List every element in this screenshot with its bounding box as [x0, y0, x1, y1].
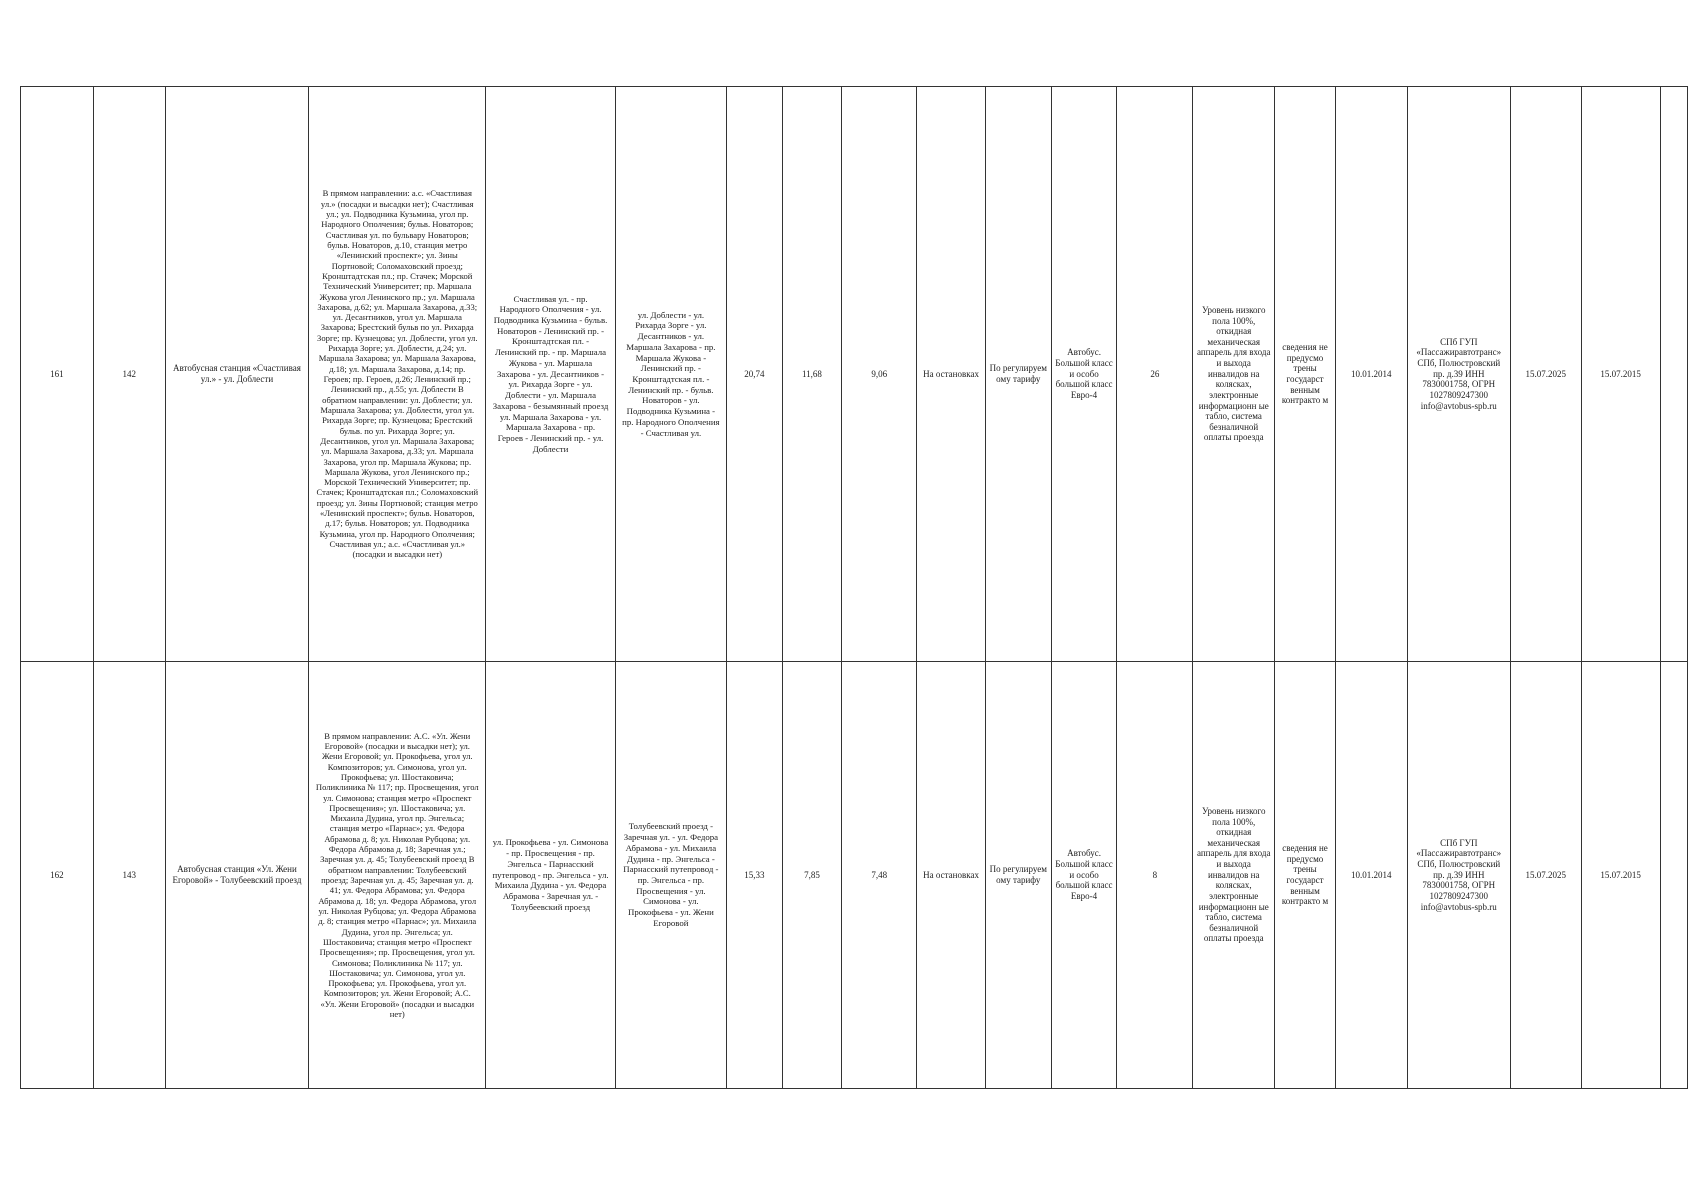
streets-backward: ул. Доблести - ул. Рихарда Зорге - ул. Десантников - ул. Маршала Захарова - пр. Маршала Жукова - Ленинский пр. - Кронштадтская пл. - Ленинский пр. - бульв. Новаторов - ул. Подводника Кузьмина - пр. Народного Ополчения - Счастливая ул.	[615, 87, 726, 662]
vehicle-count: 8	[1117, 662, 1193, 1089]
table-row	[21, 87, 1688, 662]
routes-table	[20, 86, 1688, 1089]
route-number: 142	[93, 87, 165, 662]
start-date: 10.01.2014	[1335, 87, 1407, 662]
extra-cell	[1660, 87, 1687, 662]
carrier-info: СПб ГУП «Пассажиравтотранс» СПб, Полюстровский пр. д.39 ИНН 7830001758, ОГРН 1027809247300 info@avtobus-spb.ru	[1407, 87, 1510, 662]
start-date: 10.01.2014	[1335, 662, 1407, 1089]
row-number: 161	[21, 87, 94, 662]
streets-forward: Счастливая ул. - пр. Народного Ополчения - ул. Подводника Кузьмина - бульв. Новаторов - Ленинский пр. - Кронштадтская пл. - Ленинский пр. - пр. Маршала Жукова - ул. Маршала Захарова - ул. Десантников - ул. Рихарда Зорге - ул. Доблести - ул. Маршала Захарова - безымянный проезд ул. Маршала Захарова - ул. Маршала Захарова - пр. Героев - Ленинский пр. - ул. Доблести	[486, 87, 615, 662]
length-forward: 7,85	[782, 662, 842, 1089]
stop-order: На остановках	[917, 87, 986, 662]
route-number: 143	[93, 662, 165, 1089]
length-forward: 11,68	[782, 87, 842, 662]
vehicle-count: 26	[1117, 87, 1193, 662]
vehicle-features: Уровень низкого пола 100%, откидная механическая аппарель для входа и выхода инвалидов на колясках, электронные информационн ые табло, система безналичной оплаты проезда	[1193, 662, 1275, 1089]
route-name: Автобусная станция «Счастливая ул.» - ул. Доблести	[165, 87, 309, 662]
streets-forward: ул. Прокофьева - ул. Симонова - пр. Просвещения - пр. Энгельса - Парнасский путепровод - пр. Энгельса - ул. Михаила Дудина - ул. Федора Абрамова - Заречная ул. - Толубеевский проезд	[486, 662, 615, 1089]
row-number: 162	[21, 662, 94, 1089]
contract-info: сведения не предусмо трены государст венным контракто м	[1275, 662, 1336, 1089]
length-total: 20,74	[727, 87, 783, 662]
date-1: 15.07.2025	[1510, 87, 1581, 662]
extra-cell	[1660, 662, 1687, 1089]
date-2: 15.07.2015	[1581, 87, 1660, 662]
stop-order: На остановках	[917, 662, 986, 1089]
table-row	[21, 662, 1688, 1089]
carrier-info: СПб ГУП «Пассажиравтотранс» СПб, Полюстровский пр. д.39 ИНН 7830001758, ОГРН 1027809247300 info@avtobus-spb.ru	[1407, 662, 1510, 1089]
streets-backward: Толубеевский проезд - Заречная ул. - ул. Федора Абрамова - ул. Михаила Дудина - пр. Энгельса - Парнасский путепровод - пр. Энгельса - пр. Просвещения - ул. Симонова - ул. Прокофьева - ул. Жени Егоровой	[615, 662, 726, 1089]
vehicle-type: Автобус. Большой класс и особо большой класс Евро-4	[1051, 87, 1117, 662]
date-1: 15.07.2025	[1510, 662, 1581, 1089]
vehicle-type: Автобус. Большой класс и особо большой класс Евро-4	[1051, 662, 1117, 1089]
length-backward: 7,48	[842, 662, 917, 1089]
length-total: 15,33	[727, 662, 783, 1089]
tariff-type: По регулируем ому тарифу	[985, 662, 1051, 1089]
length-backward: 9,06	[842, 87, 917, 662]
contract-info: сведения не предусмо трены государст венным контракто м	[1275, 87, 1336, 662]
tariff-type: По регулируем ому тарифу	[985, 87, 1051, 662]
route-stops: В прямом направлении: а.с. «Счастливая ул.» (посадки и высадки нет); Счастливая ул.; ул. Подводника Кузьмина, угол пр. Народного Ополчения; бульв. Новаторов; Счастливая ул. по бульвару Новаторов; бульв. Новаторов, д.10, станция метро «Ленинский проспект»; ул. Зины Портновой; Соломаховский проезд; Кронштадтская пл.; пр. Стачек; Морской Технический Университет; пр. Маршала Жукова угол Ленинского пр.; ул. Маршала Захарова, д.62; ул. Маршала Захарова, д.33; ул. Десантников, угол ул. Маршала Захарова; Брестский бульв по ул. Рихарда Зорге; пр. Кузнецова; ул. Доблести, угол ул. Рихарда Зорге; ул. Доблести, д.24; ул. Маршала Захарова; ул. Маршала Захарова, д.18; ул. Маршала Захарова, д.14; пр. Героев; пр. Героев, д.26; Ленинский пр.; Ленинский пр., д.55; ул. Доблести В обратном направлении: ул. Доблести; ул. Маршала Захарова; ул. Доблести, угол ул. Рихарда Зорге; пр. Кузнецова; Брестский бульв. по ул. Рихарда Зорге; ул. Десантников, угол ул. Маршала Захарова; ул. Маршала Захарова, д.33; ул. Маршала Захарова, угол пр. Маршала Жукова; пр. Маршала Жукова, угол Ленинского пр.; Морской Технический Университет; пр. Стачек; Кронштадтская пл.; Соломаховский проезд; ул. Зины Портновой; станция метро «Ленинский проспект»; бульв. Новаторов, д.17; бульв. Новаторов; ул. Подводника Кузьмина, угол пр. Народного Ополчения; Счастливая ул.; а.с. «Счастливая ул.» (посадки и высадки нет)	[309, 87, 486, 662]
route-name: Автобусная станция «Ул. Жени Егоровой» - Толубеевский проезд	[165, 662, 309, 1089]
date-2: 15.07.2015	[1581, 662, 1660, 1089]
route-stops: В прямом направлении: А.С. «Ул. Жени Егоровой» (посадки и высадки нет); ул. Жени Егоровой; ул. Прокофьева, угол ул. Композиторов; ул. Симонова, угол ул. Прокофьева; ул. Шостаковича; Поликлиника № 117; пр. Просвещения, угол ул. Симонова; станция метро «Проспект Просвещения»; ул. Шостаковича; ул. Михаила Дудина, угол пр. Энгельса; станция метро «Парнас»; ул. Федора Абрамова д. 8; ул. Николая Рубцова; ул. Федора Абрамова д. 18; Заречная ул.; Заречная ул. д. 45; Толубеевский проезд В обратном направлении: Толубеевский проезд; Заречная ул. д. 45; Заречная ул. д. 41; ул. Федора Абрамова; ул. Федора Абрамова д. 18; ул. Федора Абрамова, угол ул. Николая Рубцова; ул. Федора Абрамова д. 8; станция метро «Парнас»; ул. Михаила Дудина, угол пр. Энгельса; ул. Шостаковича; станция метро «Проспект Просвещения»; пр. Просвещения, угол ул. Симонова; Поликлиника № 117; ул. Шостаковича; ул. Симонова, угол ул. Прокофьева; ул. Прокофьева, угол ул. Композиторов; ул. Жени Егоровой; А.С. «Ул. Жени Егоровой» (посадки и высадки нет)	[309, 662, 486, 1089]
vehicle-features: Уровень низкого пола 100%, откидная механическая аппарель для входа и выхода инвалидов на колясках, электронные информационн ые табло, система безналичной оплаты проезда	[1193, 87, 1275, 662]
